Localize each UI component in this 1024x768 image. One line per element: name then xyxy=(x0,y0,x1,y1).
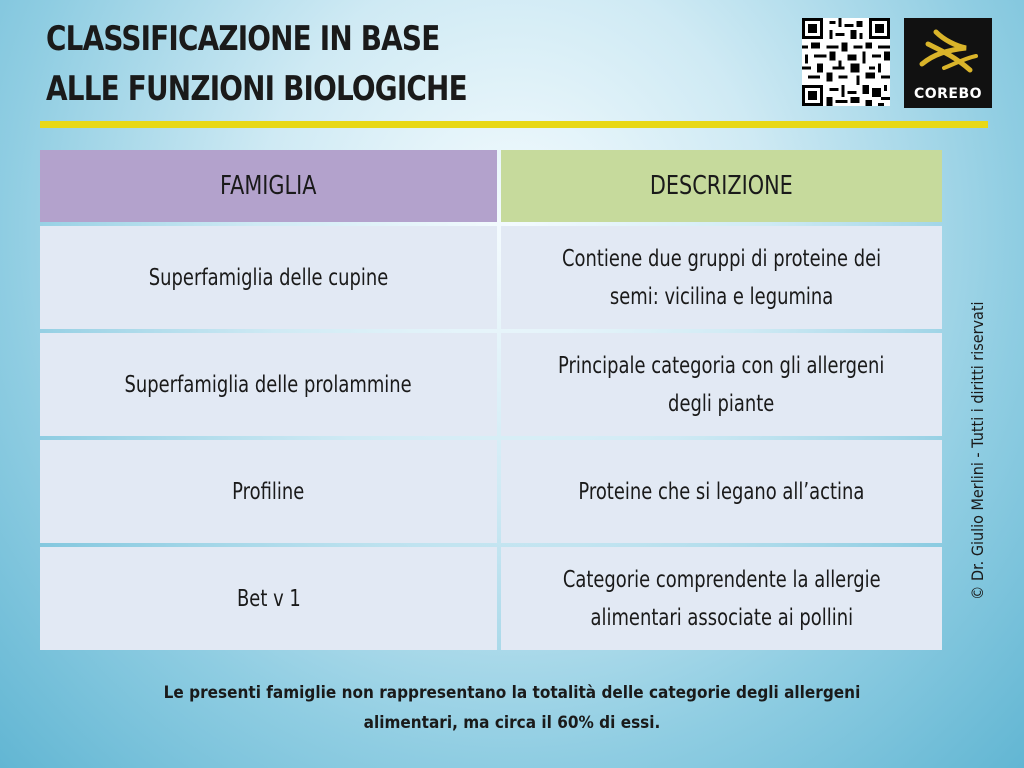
slide-title xyxy=(46,14,636,114)
title-line-2: ALLE FUNZIONI BIOLOGICHE xyxy=(46,69,467,109)
corebo-emblem-icon xyxy=(914,26,982,78)
classification-table xyxy=(40,150,942,650)
copyright-vertical: © Dr. Giulio Merlini - Tutti i diritti riservati xyxy=(968,301,987,600)
cell-famiglia-4: Bet v 1 xyxy=(40,547,497,650)
header-famiglia: FAMIGLIA xyxy=(40,150,497,222)
footer-line-1: Le presenti famiglie non rappresentano la totalità delle categorie degli allergeni xyxy=(163,683,861,703)
cell-famiglia-2: Superfamiglia delle prolammine xyxy=(40,333,497,436)
cell-descrizione-2: Principale categoria con gli allergeni degli piante xyxy=(501,333,942,436)
title-line-1: CLASSIFICAZIONE IN BASE xyxy=(46,19,440,59)
cell-descrizione-3: Proteine che si legano all’actina xyxy=(501,440,942,543)
cell-descrizione-4: Categorie comprendente la allergie alimentari associate ai pollini xyxy=(501,547,942,650)
corebo-logo xyxy=(904,18,992,108)
cell-famiglia-3: Profiline xyxy=(40,440,497,543)
footer-line-2: alimentari, ma circa il 60% di essi. xyxy=(363,713,661,733)
cell-descrizione-1: Contiene due gruppi di proteine dei semi: vicilina e legumina xyxy=(501,226,942,329)
cell-famiglia-1: Superfamiglia delle cupine xyxy=(40,226,497,329)
logo-text: COREBO xyxy=(913,86,983,102)
qr-code-icon xyxy=(802,18,890,106)
header-descrizione: DESCRIZIONE xyxy=(501,150,942,222)
title-underline xyxy=(40,121,988,128)
footer-note xyxy=(40,678,984,738)
